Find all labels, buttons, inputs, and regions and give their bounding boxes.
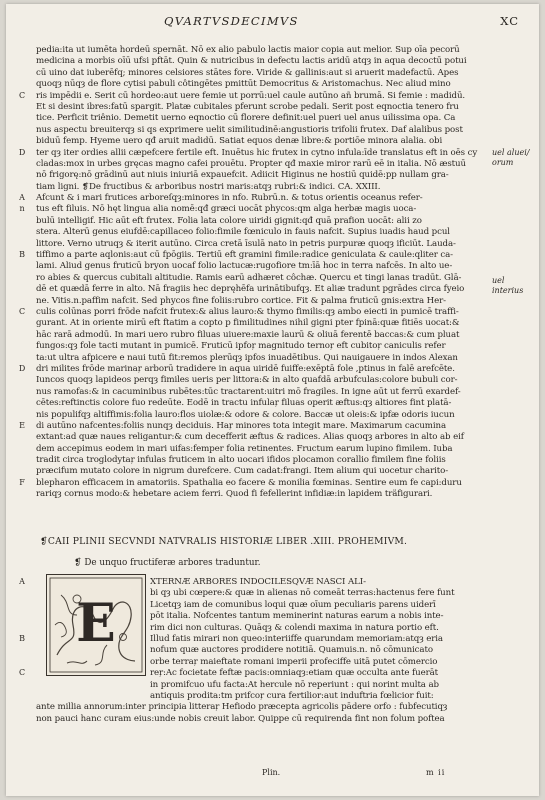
line-text: pedia:ita ut iumēta hordeū spernāt. Nō ex alio pabulo lactis maior copia aut melior. Sup oīa pecorū: [36, 45, 460, 54]
line-text: Afcunt & i mari frutices arboreſqȝ:minores in nfo. Rubrū.n. & totus orientis oceanus refer-: [36, 193, 423, 203]
gathering-mark: m ii: [426, 768, 446, 777]
text-line: [36, 238, 496, 249]
text-line: [19, 633, 496, 644]
text-line: [36, 283, 496, 294]
text-line: [36, 317, 496, 328]
line-text: gurant. At in oriente mirū eft ftatim a copto p fimilitudines nihil gigni pter fpinā:quæ fitiēs uocat:&: [36, 318, 460, 328]
line-text: fungos:qȝ fole tacti mutant in pumicē. Fruticū ipfoŗ magnitudo ternoŗ eft cubitoŗ caniculis refer: [36, 341, 446, 351]
text-line: [36, 352, 496, 363]
margin-letter: E: [19, 420, 25, 430]
text-line: [36, 44, 496, 55]
line-text: culis colūnas porri frōde nafcit frutex:& alius lauro:& thymo fimilis:qȝ ambo eiecti in pumicē traffi-: [36, 306, 459, 316]
line-text: bulū intelligif. Hic aūt eft frutex. Folia lata colore uiridi gignit:qđ quā prafion uocāt: alii zo: [36, 215, 422, 225]
chapter-heading-text: De unquo fructiferæ arbores traduntur.: [84, 558, 261, 568]
line-text: ro abies & quercus cubitali altitudie. Ramis earū adhæret côchæ. Quercu et tingi lanas tradūt. Glā-: [36, 272, 462, 282]
text-line: [36, 599, 496, 610]
running-title: QVARTVSDECIMVS: [164, 14, 299, 28]
line-text: pōt italia. Nofcentes tantum meminerint naturas earum a nobis inte-: [150, 611, 444, 621]
line-text: lami. Aliud genus fruticū bryon uocaf folio lactucæ:rugofiore tm:īā hoc in terra nafcēs. In alto ue-: [36, 261, 453, 271]
text-line: [19, 477, 496, 488]
margin-letter: C: [18, 306, 26, 316]
line-text: cētes:reftinctis colore fuo redeūte. Eodē in tractu infulaŗ filuas operit æftus:qȝ altiores fint platā-: [36, 398, 452, 408]
text-line: [36, 713, 496, 724]
line-text: dri milites frōde marinaŗ arborū tradidere in aqua uiridē fuiffe:exēptā fole ,ptinus in falē arefcēte.: [36, 363, 455, 373]
text-line: [36, 101, 496, 112]
text-line: [36, 158, 496, 169]
text-line: [36, 135, 496, 146]
text-line: [36, 610, 496, 621]
line-text: antiquis prodita:tm prifcoŗ cura fertilior:aut induftria fœlicior fuit:: [150, 690, 434, 700]
pilcrow-icon: ❡: [74, 558, 82, 568]
line-text: medicina a morbis oīū ufsi pftāt. Quin & nutricibus in defectu lactis aridū atqȝ in aqua decoctū potui: [36, 56, 467, 66]
margin-note: uel interius: [492, 276, 524, 295]
text-line: [36, 488, 496, 499]
text-line: [36, 454, 496, 465]
line-text: tice. Perficit triênio. Demetit uerno eqnoctio cū florere definit:uel pueri uel anus uilissima opa. Ca: [36, 113, 456, 123]
text-line: [36, 374, 496, 385]
line-text: extant:ad quæ naues religantur:& cum decefferit æftus & radices. Alias quoqȝ arbores in alto ab eif: [36, 432, 464, 442]
line-text: di autūno nafcentes:foliis nunqȝ deciduis. Haŗ minores tota integit mare. Maximarum cacumina: [36, 420, 447, 430]
book-title: ❡CAII PLINII SECVNDI NATVRALIS HISTORIÆ LIBER .XIII. PROHEMIVM.: [40, 536, 408, 547]
line-text: cū uino dat iuberēfq; minores celsiores stātes fore. Viride & gallinis:aut si aruerit madefactū. Apes: [36, 67, 459, 77]
folio-number: XC: [500, 14, 519, 28]
text-line: [36, 181, 496, 192]
line-text: tus eft filuis. Nō hęt lingua alia nomē:qđ græci uocāt phycos:qm alga herbæ magis uoca-: [36, 204, 417, 214]
line-text: stera. Alterū genus eiufdē:capillaceo folio:fimile fœniculo in fauis nafcit. Supius iuadis haud pcul: [36, 227, 450, 237]
margin-letter: C: [18, 668, 26, 678]
line-text: tiffimo a parte aqlonis:aut cū fpōgiis. Tertiū eft gramini fimile:radice geniculata & caule:qliter ca-: [36, 250, 453, 260]
margin-letter: B: [19, 250, 25, 260]
text-line: [36, 465, 496, 476]
line-text: orbe terraŗ maieftate romani imperii profeciffe uitā putet cōmercio: [150, 656, 438, 666]
text-line: [36, 644, 496, 655]
text-line: [36, 124, 496, 135]
text-line: [36, 226, 496, 237]
text-line: [18, 363, 496, 374]
text-line: [36, 112, 496, 123]
line-text: ne. Vitis.n.paffim nafcit. Sed phycos fine foliis:rubro cortice. Fit & palma fruticū gnis:extra Her-: [36, 295, 446, 305]
margin-letter: C: [18, 90, 26, 100]
margin-letter: F: [19, 477, 25, 487]
line-text: nō frigorę:nō grādinū aut niuis iniuriā expauefcit. Adiicit Higinus ne hostiū quidē:pp nullam gra-: [36, 170, 449, 180]
text-line: [18, 667, 496, 678]
line-text: XTERNÆ ARBORES INDOCILESQVÆ NASCI ALI-: [150, 577, 366, 586]
margin-note: uel aluei/ orum: [492, 148, 530, 167]
margin-letter: A: [19, 193, 25, 203]
text-line: [36, 340, 496, 351]
margin-letter: D: [18, 147, 26, 157]
text-line: [19, 576, 496, 587]
line-text: quoqȝ nūqȝ de flore cytisi pabuli côtingētes pmittūt Democritus & Aristomachus. Nec aliud mino: [36, 79, 451, 89]
text-line: [36, 656, 496, 667]
text-line: [36, 295, 496, 306]
text-line: [19, 249, 496, 260]
text-line: [36, 329, 496, 340]
line-text: Illud fatis mirari non queo:interiiffe quarundam memoriam:atqȝ eria: [150, 633, 443, 643]
text-line: [36, 78, 496, 89]
line-text: nus ramofas:& in cacuminibus rubētes:tūc tractarent:uitri mō fragiles. In igne aūt ut ferrū exardef-: [36, 386, 461, 396]
line-text: tiam ligni. ❡De fructibus & arboribus nostri maris:atqȝ rubri:& indici. CA. XXIII.: [36, 181, 381, 191]
text-line: [36, 409, 496, 420]
line-text: hāc rarā admodū. In mari uero rubro filuas uiuere:maxie laurū & oliuā ferentē baccas:& cum pluat: [36, 329, 460, 339]
text-line: [36, 169, 496, 180]
text-line: [36, 67, 496, 78]
margin-letter: n: [19, 204, 25, 214]
chapter-text: [18, 576, 496, 724]
text-line: [36, 260, 496, 271]
text-line: [36, 55, 496, 66]
text-line: [19, 420, 496, 431]
text-line: [18, 90, 496, 101]
line-text: cladas:mox in urbes gręcas magno cafei prouētu. Propter qđ maxie miror rarū eē in italia. Nō æstuū: [36, 158, 466, 168]
text-line: [36, 622, 496, 633]
chapter-heading: [74, 558, 261, 568]
main-text-column: [18, 44, 496, 500]
line-text: ante millia annorum:inter principia litteraŗ Hefiodo præcepta agricolis pādere orfo : fubfecutiqȝ: [36, 702, 448, 712]
line-text: dem accepimus eodem in mari uifas:femper folia retinentes. Fructum earum lupino fimilem. Iuba: [36, 443, 453, 453]
line-text: bi qȝ ubi cœpere:& quæ in alienas nō comeāt terras:hactenus fere funt: [150, 588, 455, 598]
text-line: [36, 215, 496, 226]
line-text: reŗ:Ac focietate feftæ pacis:omniaqȝ:etiam quæ occulta ante fuerāt: [150, 668, 439, 678]
running-head: [6, 14, 539, 28]
line-text: biduū femp. Hyeme uero qđ aruit madidū. Satiat equos denæ libre:& portiōe minora alalia. obi: [36, 136, 443, 146]
line-text: ter qȝ iter ordies allii cæpefcere fertile eft. Inuētus hic frutex in cytno infula:īde translatus eft in oēs cy: [36, 147, 478, 157]
line-text: Iuncos quoqȝ lapideos perqȝ fimiles ueris per littora:& in alto quafdā arbufculas:colore bubuli cor-: [36, 375, 458, 385]
margin-letter: D: [18, 363, 26, 373]
initial-letter: E: [76, 593, 116, 654]
text-line: [36, 587, 496, 598]
book-page: [6, 4, 539, 796]
line-text: ta:ut ultra afpicere e naui tutū fit:remos plerūqȝ ipfos inuadētibus. Qui nauigauere in indos Alexan: [36, 352, 458, 362]
line-text: Et si desint ibres:fatū spargit. Platæ cubitales pferunt scrobe pedali. Serit post eqnoctia tenero fru: [36, 101, 459, 111]
line-text: Licetqȝ iam de comunibus loqui quæ oīum peculiaris parens uiderī: [150, 599, 436, 609]
text-line: [36, 690, 496, 701]
line-text: littore. Verno utruqȝ & iterit autūno. Circa cretā īsulā nato in petris purpuræ quoqȝ ificiūt. Lauda-: [36, 238, 456, 248]
text-line: [36, 679, 496, 690]
margin-letter: B: [19, 633, 25, 643]
text-line: [19, 203, 496, 214]
line-text: ris impēdii e. Serit cū hordeo:aut uere femie ut porrū:uel caule autūno añ brumā. Si femie : madidū.: [36, 90, 466, 100]
line-text: blepharon efficacem in amatoriis. Spathalia eo facere & monilia fœminas. Sentire eum fe capi:duru: [36, 477, 462, 487]
text-line: [19, 192, 496, 203]
text-line: [36, 443, 496, 454]
text-line: [36, 397, 496, 408]
margin-letter: A: [19, 577, 25, 586]
text-line: [18, 147, 496, 158]
line-text: rariqȝ cornus modo:& hebetare aciem ferri. Quod fi fefellerint infidiæ:in lapidem träfigurari.: [36, 489, 433, 499]
signature-mark: Plin.: [262, 768, 281, 777]
line-text: nofum quæ auctores prodidere notitiā. Quamuis.n. nō cōmunicato: [150, 645, 433, 655]
text-line: [36, 701, 496, 712]
line-text: tradit circa troglodytaŗ infulas fruticem in alto uocari ifidos plocamon corallio fimilem fine foliis: [36, 455, 446, 465]
line-text: non pauci hanc curam eius:unde nobis creuit labor. Quippe cū requirenda fint non folum poftea: [36, 713, 445, 723]
line-text: rim dici non culturas. Quāqȝ & colendi maxima in natura portio eft.: [150, 622, 439, 632]
text-line: [36, 386, 496, 397]
line-text: nis populifqȝ altiffimis:folia lauro:flos uiolæ:& odore & colore. Baccæ ut oleis:& ipfæ odoris iucun: [36, 409, 455, 419]
line-text: præcifum mutato colore in nigrum durefcere. Cum cadat:frangi. Item alium qui uocetur charito-: [36, 466, 449, 476]
text-line: [36, 431, 496, 442]
line-text: dē et quædā ferre in alto. Nā fragiis hec depręhēfa urinātibufqȝ. Et aliæ tradunt pgrādes circa fyeio: [36, 284, 465, 294]
text-line: [36, 272, 496, 283]
line-text: in promifcuo ufu facta:At hercule nō reperiunt : qui norint multa ab: [150, 679, 439, 689]
line-text: nus aspectu breuiterqȝ si qs exprimere uelit similitudinē:angustioris trifolii frutex. Daf alalibus post: [36, 124, 463, 134]
text-line: [18, 306, 496, 317]
